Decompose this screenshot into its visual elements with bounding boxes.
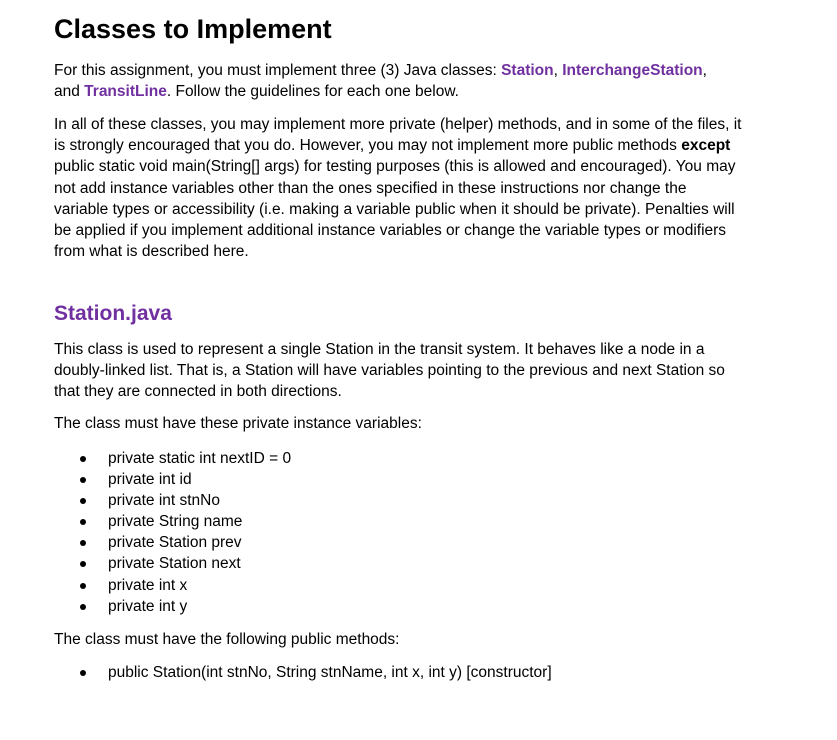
separator: ,: [702, 62, 707, 79]
list-item: [54, 575, 291, 596]
variable-declaration: private Station prev: [108, 534, 242, 552]
variable-declaration: private int id: [108, 471, 192, 489]
list-item: [54, 448, 291, 469]
list-item: [54, 511, 291, 532]
list-item: [54, 662, 552, 683]
intro-text: and: [54, 83, 85, 101]
variable-declaration: private int y: [108, 597, 188, 615]
bullet-icon: [80, 670, 86, 676]
rules-paragraph: [54, 114, 744, 262]
variables-intro: The class must have these private instance variables:: [54, 415, 422, 432]
list-item: [54, 490, 291, 511]
class-name-transit-line: TransitLine: [84, 83, 167, 101]
section-heading-station: Station.java: [54, 302, 172, 325]
methods-intro: The class must have the following public methods:: [54, 631, 400, 648]
variable-declaration: private int stnNo: [108, 492, 220, 510]
bullet-icon: [80, 583, 86, 589]
intro-text: For this assignment, you must implement three (3) Java classes:: [54, 62, 502, 79]
method-signature: public Station(int stnNo, String stnName, int x, int y) [constructor]: [108, 664, 552, 681]
bullet-icon: [80, 540, 86, 546]
class-name-station: Station: [501, 62, 554, 79]
station-description: This class is used to represent a single Station in the transit system. It behaves like a node in a doubly-linked list. That is, a Station will have variables pointing to the previous and next Station so that they are connected in both directions.: [54, 341, 725, 401]
bullet-icon: [80, 498, 86, 504]
variable-declaration: private Station next: [108, 555, 241, 573]
intro-paragraph: [54, 60, 754, 102]
bullet-icon: [80, 561, 86, 567]
list-item: [54, 532, 291, 553]
list-item: [54, 469, 291, 490]
class-name-interchange-station: InterchangeStation: [562, 62, 703, 79]
rules-emphasis: except: [681, 137, 731, 155]
intro-text: . Follow the guidelines for each one below.: [166, 83, 459, 101]
list-item: [54, 553, 291, 574]
instance-variables-list: [54, 448, 291, 617]
variable-declaration: private String name: [108, 513, 243, 531]
bullet-icon: [80, 456, 86, 462]
variable-declaration: private static int nextID = 0: [108, 450, 292, 467]
variable-declaration: private int x: [108, 576, 188, 594]
bullet-icon: [80, 604, 86, 610]
rules-text: public static void main(String[] args) for testing purposes (this is allowed and encouraged). You may not add instance variables other than the ones specified in these instructions nor change the variable types or accessibility (i.e. making a variable public when it should be private). Penalties will be applied if you implement additional instance variables or change the variable types or modifiers from what is described here.: [54, 158, 736, 261]
separator: ,: [553, 62, 563, 79]
bullet-icon: [80, 477, 86, 483]
list-item: [54, 596, 291, 617]
bullet-icon: [80, 519, 86, 525]
public-methods-list: [54, 662, 552, 683]
page-title: Classes to Implement: [54, 14, 332, 44]
rules-text: In all of these classes, you may implement more private (helper) methods, and in some of the files, it is strongly encouraged that you do. However, you may not implement more public methods: [54, 116, 742, 155]
